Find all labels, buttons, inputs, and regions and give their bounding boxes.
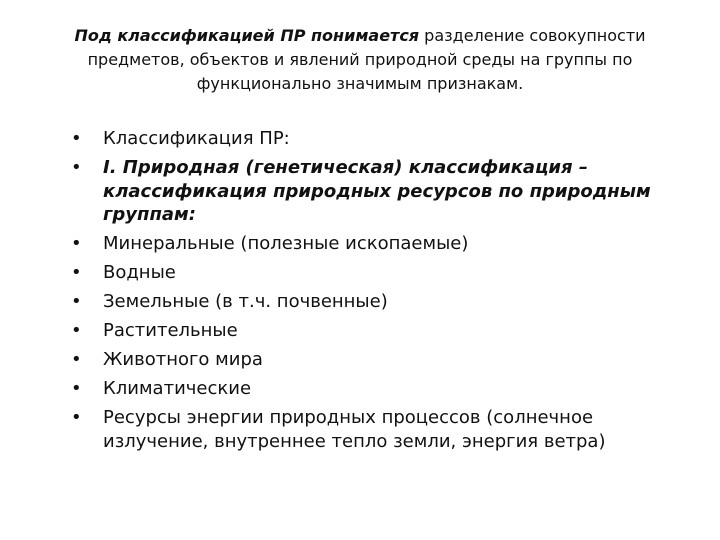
bullet-item-classification <box>70 127 670 151</box>
bullet-text: Растительные <box>103 320 238 341</box>
bullet-item-climatic <box>70 377 670 401</box>
bullet-dot: • <box>71 128 82 149</box>
bullet-item-water <box>70 261 670 285</box>
bullet-text: Классификация ПР: <box>103 128 290 149</box>
bullet-item-mineral <box>70 232 670 256</box>
bullet-dot: • <box>71 262 82 283</box>
bullet-text: Минеральные (полезные ископаемые) <box>103 233 469 254</box>
bullet-text: Климатические <box>103 378 252 399</box>
bullet-dot: • <box>71 320 82 341</box>
bullet-dot: • <box>71 407 82 428</box>
bullet-item-genetic-classification <box>70 156 670 227</box>
bullet-item-animal <box>70 348 670 372</box>
slide-heading <box>70 24 650 96</box>
bullet-item-energy <box>70 406 670 453</box>
heading-emphasis: Под классификацией ПР понимается <box>74 26 420 45</box>
bullet-text: I. Природная (генетическая) классификация – классификация природных ресурсов по природным группам: <box>103 157 651 225</box>
bullet-item-plant <box>70 319 670 343</box>
bullet-dot: • <box>71 378 82 399</box>
heading-rest: разделение совокупности предметов, объектов и явлений природной среды на группы по функционально значимым признакам. <box>87 26 646 93</box>
bullet-item-land <box>70 290 670 314</box>
bullet-text: Ресурсы энергии природных процессов (солнечное излучение, внутреннее тепло земли, энергия ветра) <box>103 407 606 452</box>
bullet-dot: • <box>71 233 82 254</box>
bullet-dot: • <box>71 157 82 178</box>
bullet-list <box>70 127 670 459</box>
bullet-dot: • <box>71 349 82 370</box>
bullet-text: Водные <box>103 262 176 283</box>
bullet-dot: • <box>71 291 82 312</box>
bullet-text: Животного мира <box>103 349 263 370</box>
bullet-text: Земельные (в т.ч. почвенные) <box>103 291 388 312</box>
